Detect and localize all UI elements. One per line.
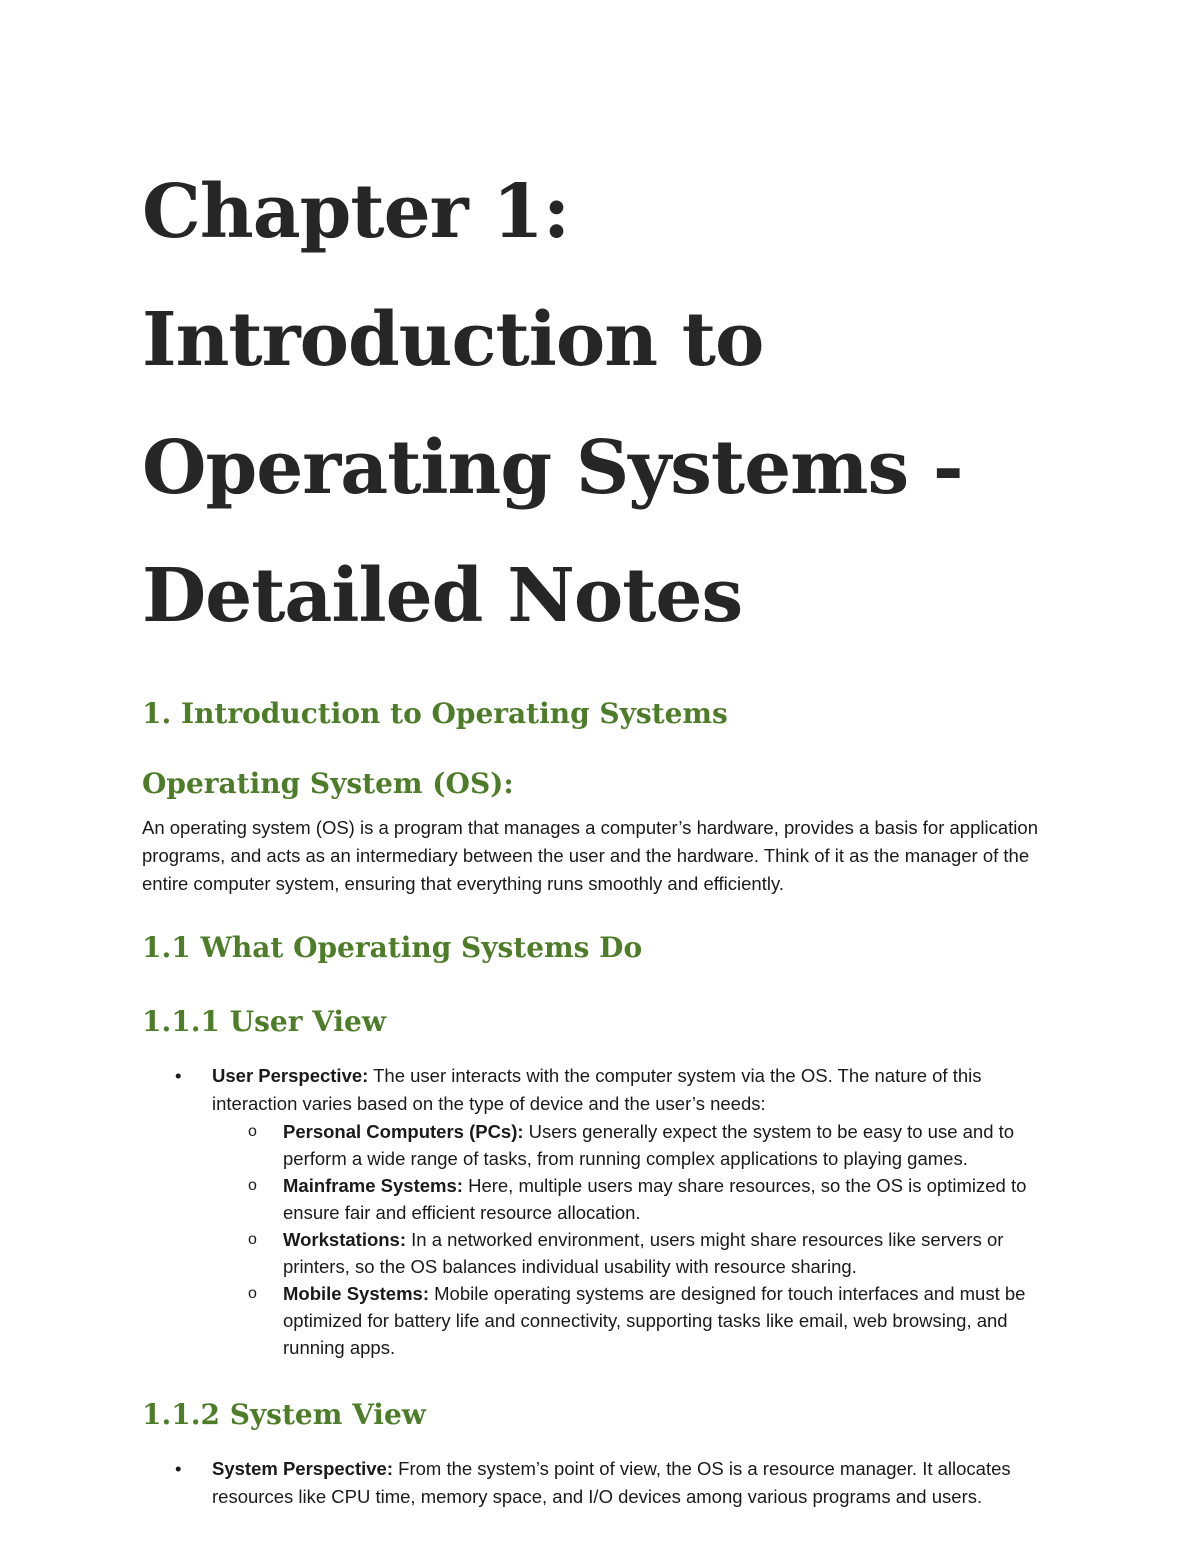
- item-label: Workstations:: [283, 1229, 407, 1250]
- section-heading-system-view: 1.1.2 System View: [142, 1398, 426, 1431]
- item-text: Mobile operating systems are designed for touch interfaces and must be optimized for battery life and connectivity, supporting tasks like email, web browsing, and running apps.: [283, 1283, 1026, 1358]
- list-item-personal-computers: [212, 1118, 1062, 1172]
- sub-bullet-marker: o: [248, 1231, 257, 1248]
- section-heading-introduction: 1. Introduction to Operating Systems: [142, 697, 728, 730]
- system-view-list: [142, 1455, 1062, 1511]
- user-view-list: [142, 1062, 1062, 1361]
- item-text: Users generally expect the system to be easy to use and to perform a wide range of tasks, from running complex applications to playing games.: [283, 1121, 1015, 1169]
- user-perspective-label: User Perspective:: [212, 1065, 369, 1086]
- document-page: [142, 148, 1062, 1511]
- item-text: In a networked environment, users might share resources like servers or printers, so the OS balances individual usability with resource sharing.: [283, 1229, 1004, 1277]
- system-perspective-label: System Perspective:: [212, 1458, 393, 1479]
- item-label: Mainframe Systems:: [283, 1175, 463, 1196]
- list-item-mainframe-systems: [212, 1172, 1062, 1226]
- item-text: Here, multiple users may share resources, so the OS is optimized to ensure fair and efficient resource allocation.: [283, 1175, 1027, 1223]
- user-perspective-text: The user interacts with the computer system via the OS. The nature of this interaction varies based on the type of device and the user’s needs:: [212, 1065, 982, 1114]
- list-item-workstations: [212, 1226, 1062, 1280]
- list-item-mobile-systems: [212, 1280, 1062, 1361]
- sub-bullet-marker: o: [248, 1123, 257, 1140]
- device-types-list: [212, 1118, 1062, 1361]
- item-label: Mobile Systems:: [283, 1283, 429, 1304]
- list-item-user-perspective: [142, 1062, 1062, 1361]
- section-heading-user-view: 1.1.1 User View: [142, 1005, 386, 1038]
- bullet-marker: •: [175, 1065, 182, 1086]
- bullet-marker: •: [175, 1458, 182, 1479]
- item-label: Personal Computers (PCs):: [283, 1121, 524, 1142]
- os-definition-paragraph: An operating system (OS) is a program that manages a computer’s hardware, provides a basis for application programs, and acts as an intermediary between the user and the hardware. Think of it as the manager of the entire computer system, ensuring that everything runs smoothly and efficiently.: [142, 817, 1038, 894]
- section-heading-what-os-do: 1.1 What Operating Systems Do: [142, 931, 643, 964]
- document-title: Chapter 1: Introduction to Operating Systems - Detailed Notes: [142, 169, 963, 639]
- sub-bullet-marker: o: [248, 1177, 257, 1194]
- sub-bullet-marker: o: [248, 1285, 257, 1302]
- system-perspective-text: From the system’s point of view, the OS is a resource manager. It allocates resources like CPU time, memory space, and I/O devices among various programs and users.: [212, 1458, 1011, 1507]
- os-definition-heading: Operating System (OS):: [142, 767, 514, 800]
- list-item-system-perspective: [142, 1455, 1062, 1511]
